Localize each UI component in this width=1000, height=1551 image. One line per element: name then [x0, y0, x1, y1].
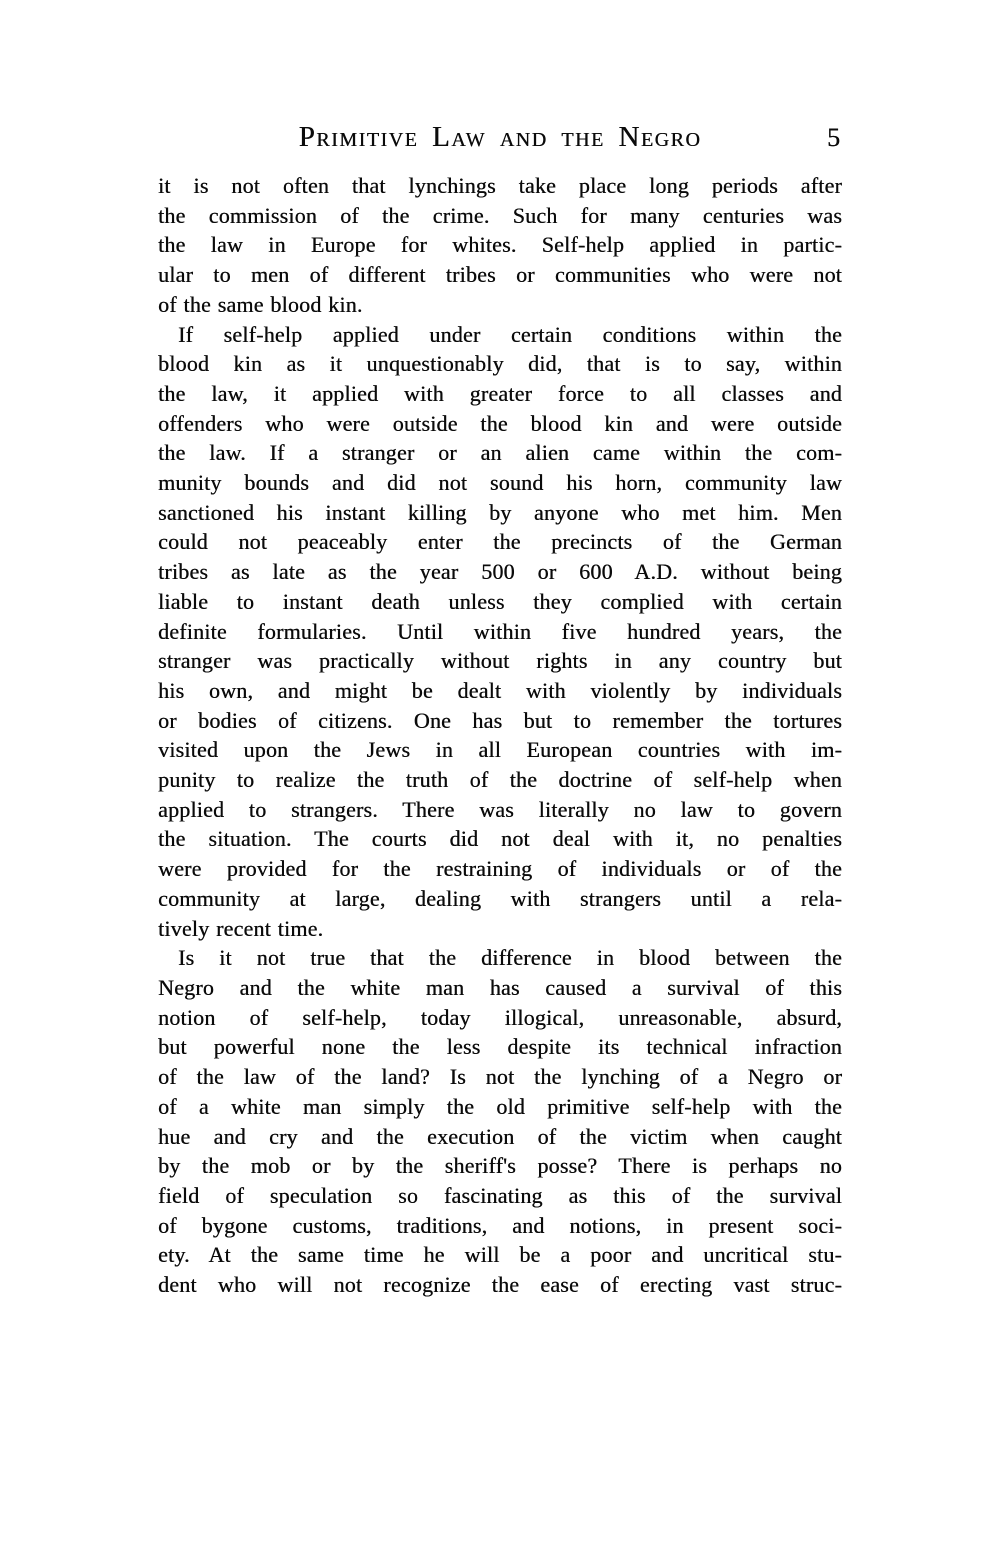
text-line: offenders who were outside the blood kin and were outside	[158, 410, 842, 436]
text-line: of bygone customs, traditions, and notions, in present soci-	[158, 1212, 842, 1238]
text-line: the law in Europe for whites. Self-help applied in partic-	[158, 232, 842, 258]
text-line: definite formularies. Until within five hundred years, the	[158, 618, 842, 644]
text-line: field of speculation so fascinating as this of the survival	[158, 1182, 842, 1208]
text-line: If self-help applied under certain conditions within the	[178, 321, 842, 347]
text-line: Negro and the white man has caused a survival of this	[158, 974, 842, 1000]
text-line: punity to realize the truth of the doctrine of self-help when	[158, 767, 842, 793]
text-line: the situation. The courts did not deal with it, no penalties	[158, 826, 842, 852]
text-line: the commission of the crime. Such for many centuries was	[158, 202, 842, 228]
text-line: ety. At the same time he will be a poor and uncritical stu-	[158, 1242, 842, 1268]
text-line: were provided for the restraining of individuals or of the	[158, 856, 842, 882]
text-line: by the mob or by the sheriff's posse? There is perhaps no	[158, 1153, 842, 1179]
text-line: stranger was practically without rights in any country but	[158, 648, 842, 674]
text-line: could not peaceably enter the precincts of the German	[158, 529, 842, 555]
text-line: munity bounds and did not sound his horn, community law	[158, 470, 842, 496]
text-line: liable to instant death unless they complied with certain	[158, 588, 842, 614]
text-line: hue and cry and the execution of the victim when caught	[158, 1123, 842, 1149]
text-line: ular to men of different tribes or communities who were not	[158, 262, 842, 288]
text-line: the law, it applied with greater force to all classes and	[158, 380, 842, 406]
body-text	[158, 171, 842, 1300]
text-line: blood kin as it unquestionably did, that is to say, within	[158, 351, 842, 377]
page-title: Primitive Law and the Negro	[298, 121, 702, 153]
text-line: tively recent time.	[158, 915, 324, 941]
page-number: 5	[827, 123, 840, 152]
text-line: applied to strangers. There was literally no law to govern	[158, 796, 842, 822]
text-line: the law. If a stranger or an alien came within the com-	[158, 440, 842, 466]
text-line: notion of self-help, today illogical, unreasonable, absurd,	[158, 1004, 842, 1030]
text-line: sanctioned his instant killing by anyone who met him. Men	[158, 499, 842, 525]
text-line: community at large, dealing with strangers until a rela-	[158, 885, 842, 911]
text-line: tribes as late as the year 500 or 600 A.D. without being	[158, 559, 842, 585]
text-line: Is it not true that the difference in blood between the	[178, 945, 842, 971]
text-line: visited upon the Jews in all European countries with im-	[158, 737, 842, 763]
text-line: dent who will not recognize the ease of erecting vast struc-	[158, 1272, 842, 1298]
text-line: it is not often that lynchings take place long periods after	[158, 173, 842, 198]
text-line: of a white man simply the old primitive self-help with the	[158, 1093, 842, 1119]
text-line: or bodies of citizens. One has but to remember the tortures	[158, 707, 842, 733]
text-line: his own, and might be dealt with violently by individuals	[158, 677, 842, 703]
text-line: of the same blood kin.	[158, 291, 363, 317]
running-head	[158, 120, 842, 154]
text-line: but powerful none the less despite its technical infraction	[158, 1034, 842, 1060]
text-line: of the law of the land? Is not the lynching of a Negro or	[158, 1064, 842, 1090]
